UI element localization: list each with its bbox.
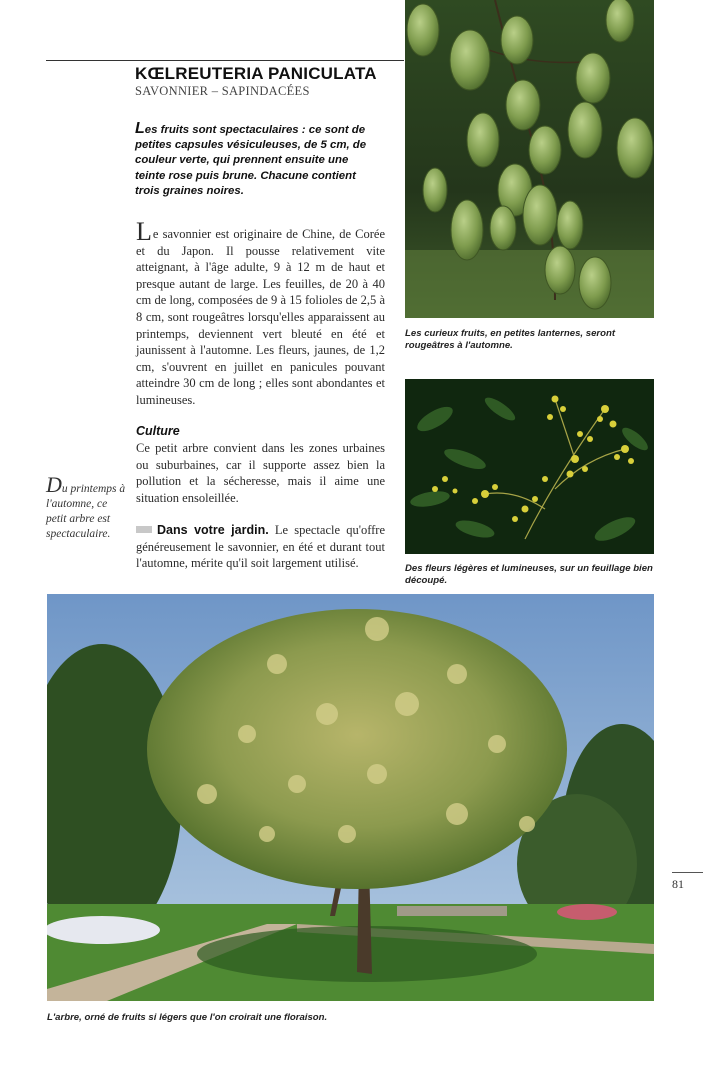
body-initial: L: [136, 217, 152, 246]
flowers-caption: Des fleurs légères et lumineuses, sur un feuillage bien découpé.: [405, 563, 653, 586]
garden-text: Le spectacle qu'offre généreusement le savonnier, en été et durant tout l'automne, mérite qu'il soit largement utilisé.: [136, 523, 385, 571]
intro-paragraph: [135, 121, 380, 199]
margin-quote-initial: D: [46, 472, 62, 497]
tree-caption: L'arbre, orné de fruits si légers que l'on croirait une floraison.: [47, 1012, 328, 1023]
garden-paragraph: [136, 522, 385, 572]
garden-lead: Dans votre jardin.: [157, 523, 269, 537]
page-title: KŒLREUTERIA PANICULATA: [135, 64, 377, 83]
intro-text: es fruits sont spectaculaires : ce sont de petites capsules vésiculeuses, de 5 cm, de couleur verte, qui prennent ensuite une teinte rose puis brune. Chacune contient trois graines noires.: [135, 124, 367, 197]
fruits-photo: [405, 0, 654, 318]
intro-initial: L: [135, 120, 145, 137]
culture-paragraph: Ce petit arbre convient dans les zones urbaines ou suburbaines, car il supporte assez bien la pollution et la sécheresse, mais il aime une situation ensoleillée.: [136, 441, 385, 505]
tree-photo: [47, 594, 654, 1001]
margin-quote-text: u printemps à l'automne, ce petit arbre est spectaculaire.: [46, 483, 126, 540]
body-paragraph: [136, 217, 385, 409]
body-text: e savonnier est originaire de Chine, de Corée et du Japon. Il pousse relativement vite atteignant, à l'âge adulte, 9 à 12 m de haut et presque autant de large. Les feuilles, de 20 à 40 cm de long, composées de 9 à 15 folioles de 2,5 à 8 cm, sont rougeâtres lorsqu'elles apparaissent au printemps, deviennent vert bleuté en été et jaunissent à l'automne. Les fleurs, jaunes, de 1,2 cm, s'ouvrent en juillet en panicules pouvant atteindre 30 cm de long ; elles sont abondantes et lumineuses.: [136, 227, 385, 407]
header-rule: [46, 60, 404, 61]
flowers-photo: [405, 379, 654, 554]
fruits-caption: Les curieux fruits, en petites lanternes, seront rougeâtres à l'automne.: [405, 328, 616, 351]
margin-quote: [46, 472, 126, 542]
page-number: 81: [672, 877, 684, 891]
page-number-rule: [672, 872, 703, 873]
page-subtitle: SAVONNIER – SAPINDACÉES: [135, 84, 310, 98]
culture-heading: Culture: [136, 424, 180, 438]
section-bullet-icon: [136, 526, 152, 533]
